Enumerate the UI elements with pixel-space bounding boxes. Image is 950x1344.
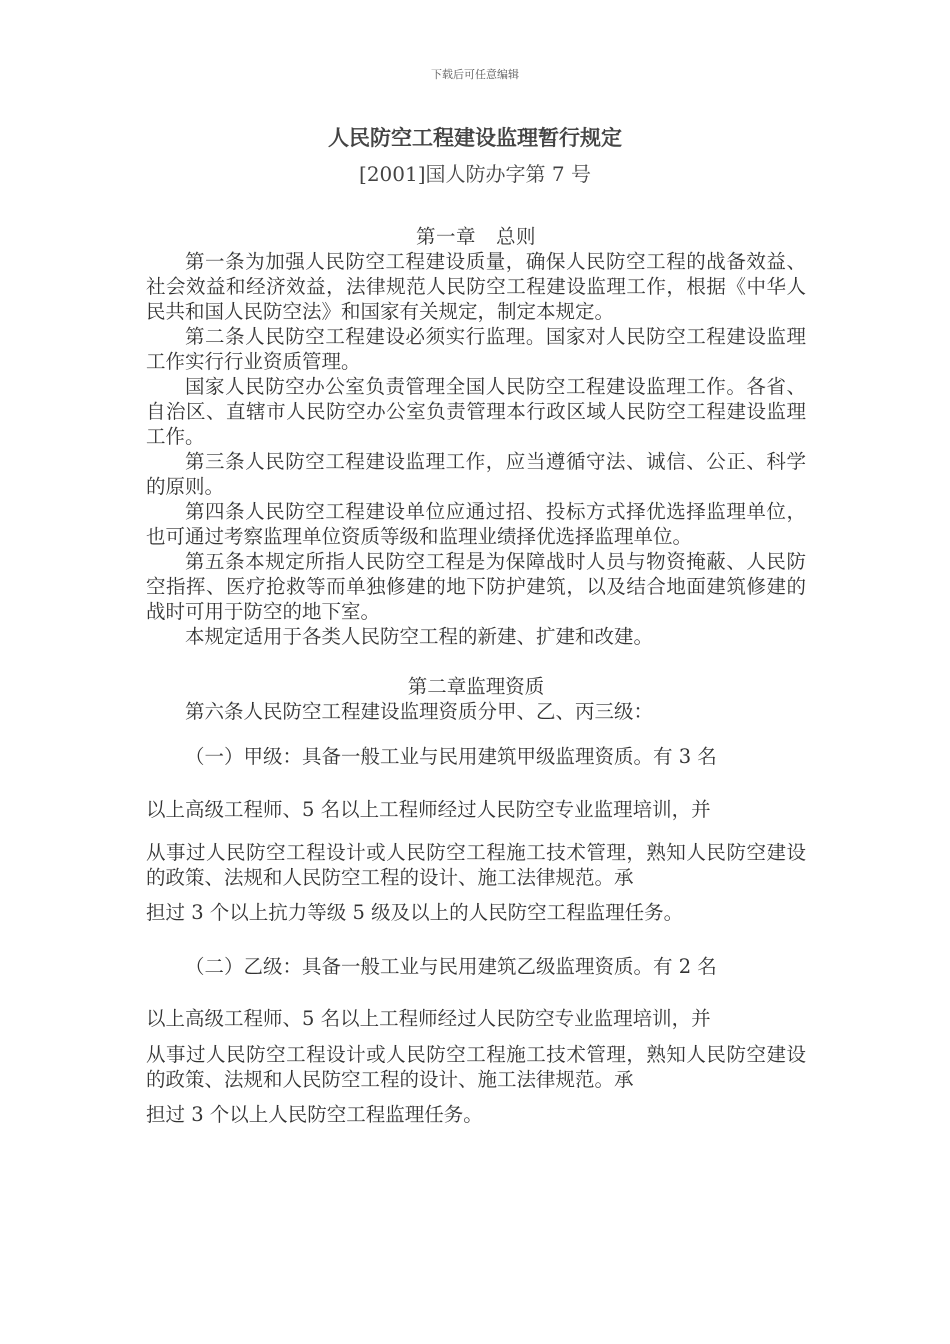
document-body [146,224,806,1138]
grade-a-line-4: 担过 3 个以上抗力等级 5 级及以上的人民防空工程监理任务。 [146,901,684,924]
article-4: 第四条人民防空工程建设单位应通过招、投标方式择优选择监理单位，也可通过考察监理单位资质等级和监理业绩择优选择监理单位。 [146,500,806,548]
chapter-1-title: 第一章 总则 [415,225,536,248]
grade-a-line-2: 以上高级工程师、5 名以上工程师经过人民防空专业监理培训，并 [146,798,711,821]
grade-a-line-3: 从事过人民防空工程设计或人民防空工程施工技术管理，熟知人民防空建设的政策、法规和人民防空工程的设计、施工法律规范。承 [146,841,806,889]
grade-a-line-1: （一）甲级：具备一般工业与民用建筑甲级监理资质。有 3 名 [185,745,717,768]
grade-b-line-3: 从事过人民防空工程设计或人民防空工程施工技术管理，熟知人民防空建设的政策、法规和人民防空工程的设计、施工法律规范。承 [146,1043,806,1091]
article-6: 第六条人民防空工程建设监理资质分甲、乙、丙三级： [185,700,654,723]
page-header: 下载后可任意编辑 [431,68,519,81]
spacer [146,649,806,674]
article-2: 第二条人民防空工程建设必须实行监理。国家对人民防空工程建设监理工作实行行业资质管理。 [146,325,806,373]
article-5-scope: 本规定适用于各类人民防空工程的新建、扩建和改建。 [185,625,654,648]
article-2-paragraph: 国家人民防空办公室负责管理全国人民防空工程建设监理工作。各省、自治区、直辖市人民防空办公室负责管理本行政区域人民防空工程建设监理工作。 [146,375,806,448]
grade-b-line-4: 担过 3 个以上人民防空工程监理任务。 [146,1103,483,1126]
document-number: [2001]国人防办字第 7 号 [359,162,591,186]
article-1: 第一条为加强人民防空工程建设质量，确保人民防空工程的战备效益、社会效益和经济效益，法律规范人民防空工程建设监理工作，根据《中华人民共和国人民防空法》和国家有关规定，制定本规定。 [146,250,806,323]
article-5: 第五条本规定所指人民防空工程是为保障战时人员与物资掩蔽、人民防空指挥、医疗抢救等而单独修建的地下防护建筑，以及结合地面建筑修建的战时可用于防空的地下室。 [146,550,806,623]
grade-b-line-2: 以上高级工程师、5 名以上工程师经过人民防空专业监理培训，并 [146,1007,711,1030]
article-3: 第三条人民防空工程建设监理工作，应当遵循守法、诚信、公正、科学的原则。 [146,450,806,498]
grade-b-line-1: （二）乙级：具备一般工业与民用建筑乙级监理资质。有 2 名 [185,955,717,978]
document-title: 人民防空工程建设监理暂行规定 [328,125,622,150]
chapter-2-title: 第二章监理资质 [407,675,545,698]
